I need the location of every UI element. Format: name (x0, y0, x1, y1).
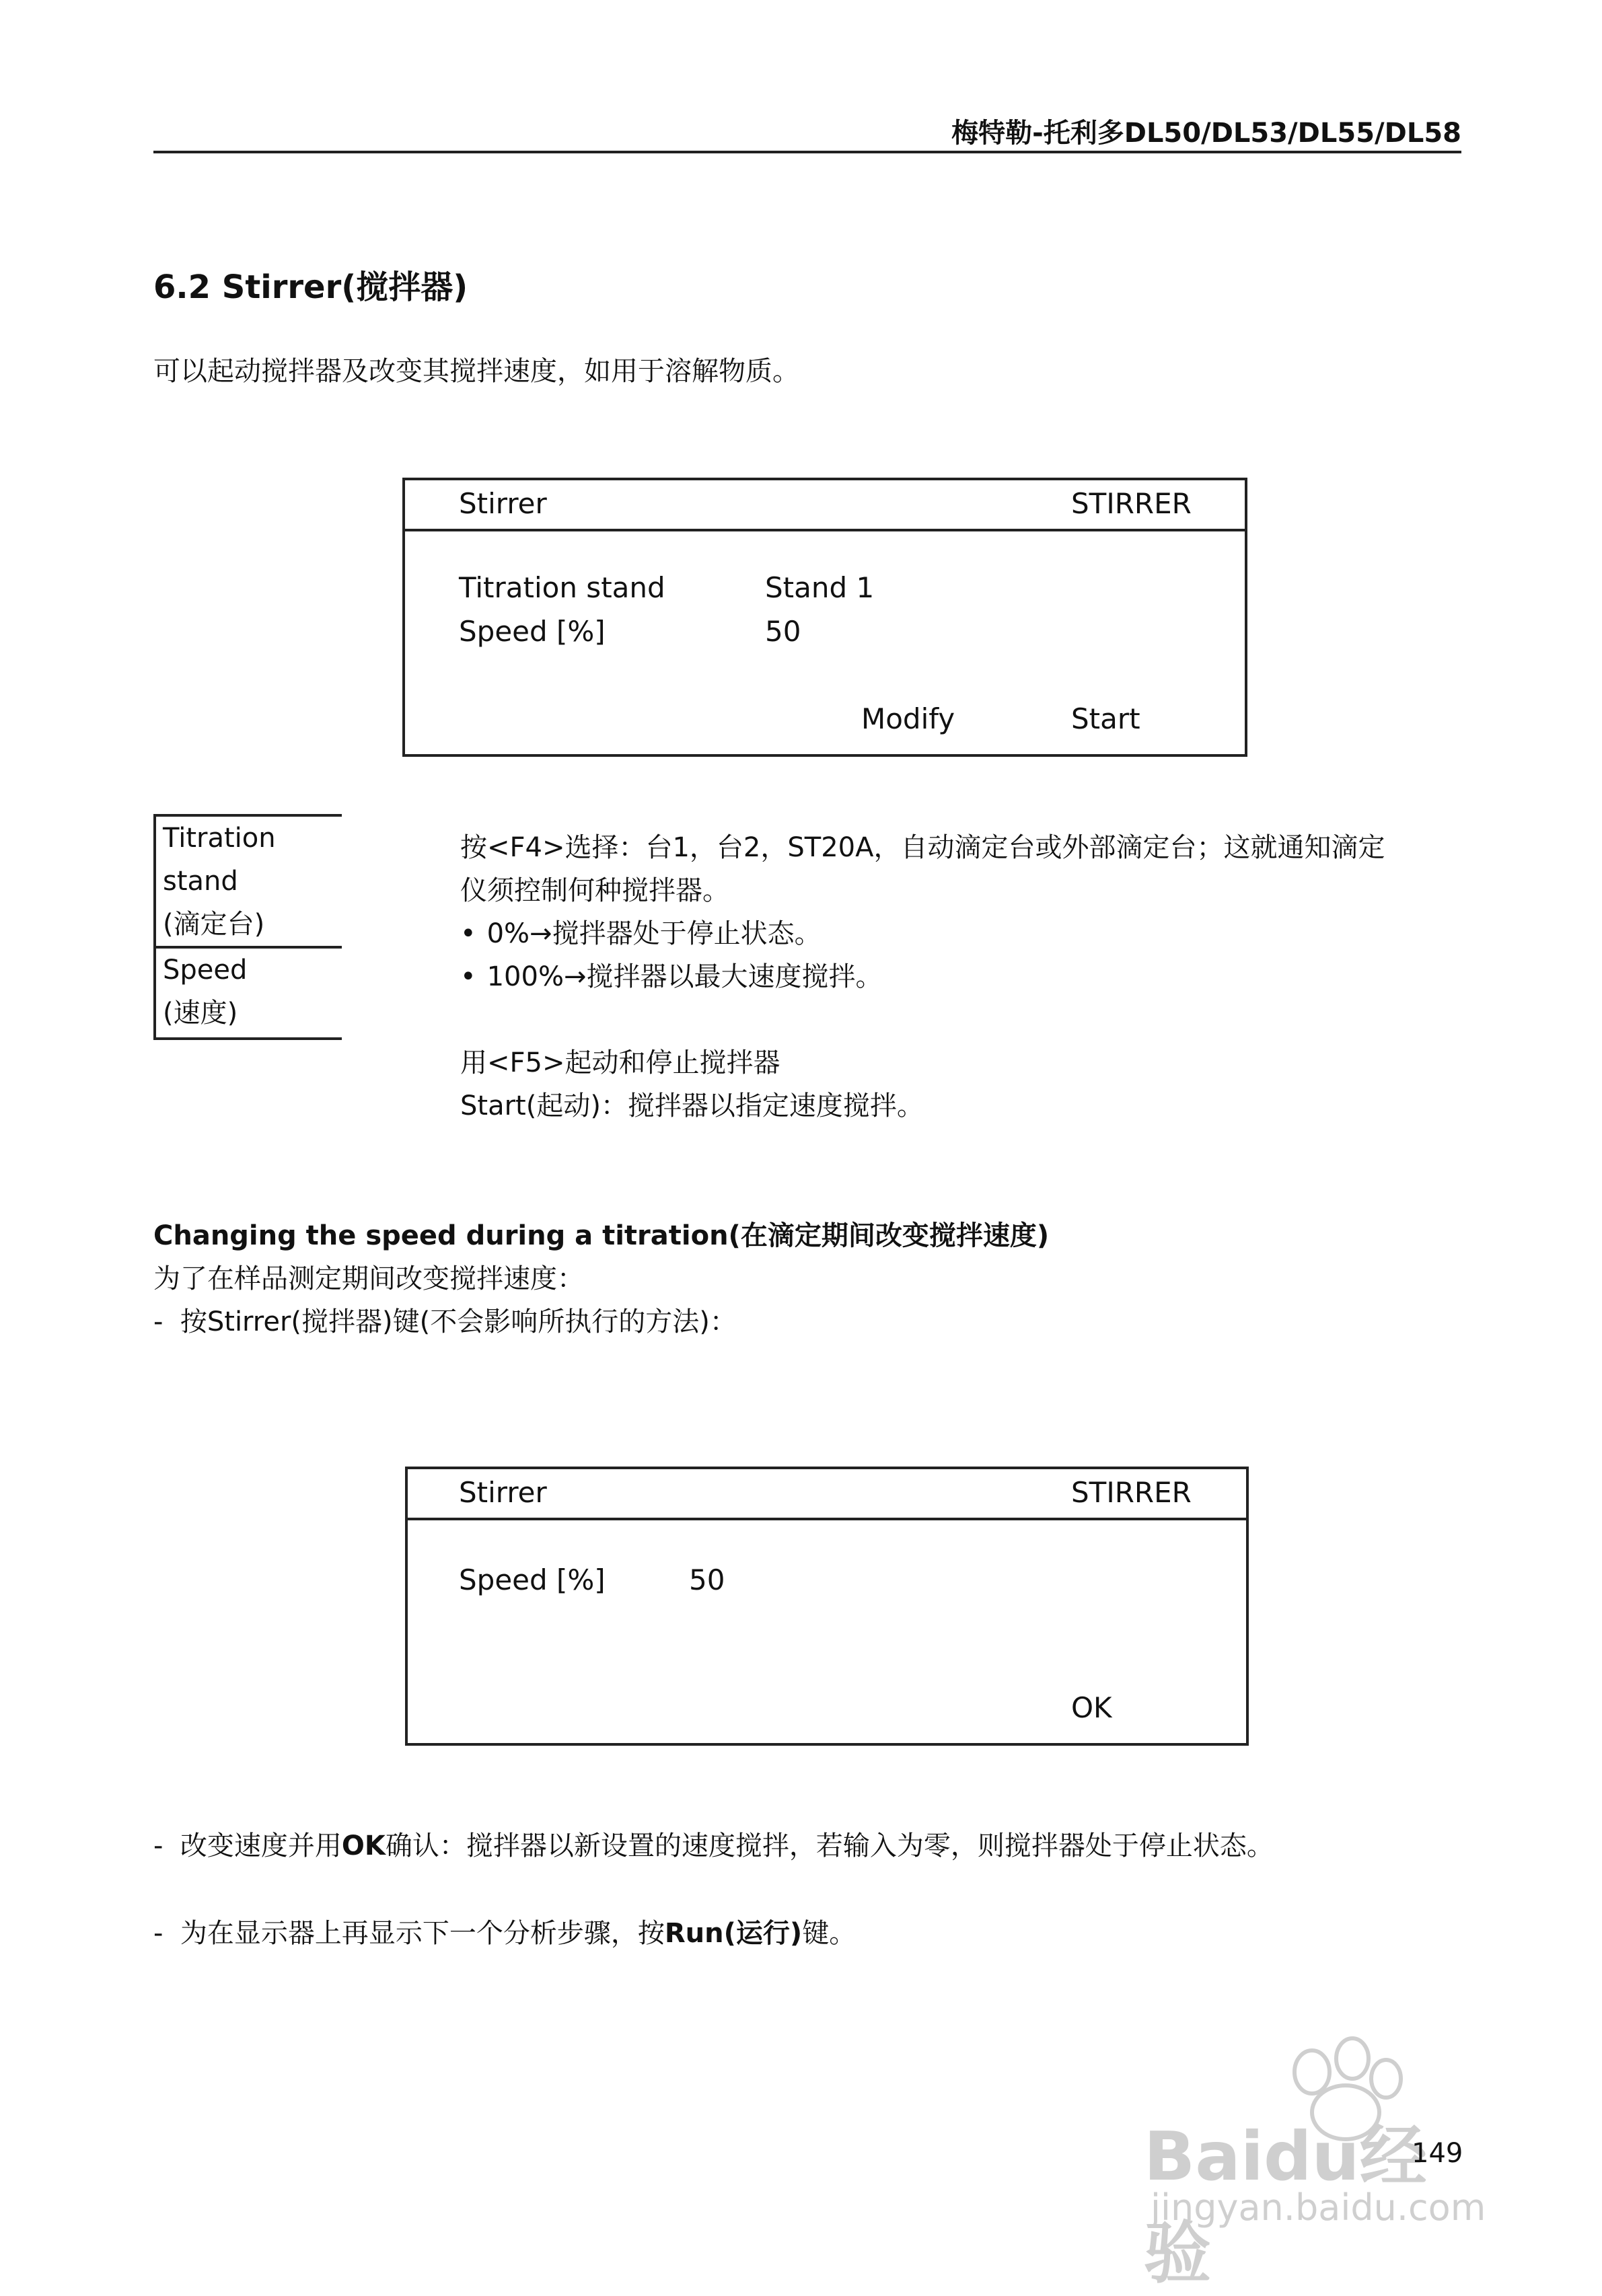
watermark-url: jingyan.baidu.com (1151, 2186, 1486, 2229)
parameter-description (460, 826, 1469, 1127)
bullet-item (460, 955, 1469, 998)
step-text: 按Stirrer(搅拌器)键(不会影响所执行的方法)： (180, 1306, 737, 1337)
stirrer-speed-screen (405, 1467, 1249, 1746)
section-title: 6.2 Stirrer(搅拌器) (153, 268, 468, 306)
stirrer-screen (402, 478, 1247, 757)
modify-softkey[interactable]: Modify (861, 702, 955, 735)
screen-mode-label: STIRRER (1071, 487, 1192, 520)
run-key-name: Run(运行) (664, 1918, 803, 1949)
running-header: 梅特勒-托利多DL50/DL53/DL55/DL58 (951, 118, 1461, 149)
bullet-text: 100%→搅拌器以最大速度搅拌。 (486, 961, 883, 992)
speed-value[interactable]: 50 (689, 1563, 725, 1596)
desc-line: 用<F5>起动和停止搅拌器 (460, 1047, 780, 1078)
subsection-title: Changing the speed during a titration(在滴定期间改变搅拌速度) (153, 1220, 1050, 1251)
bullet-text: 0%→搅拌器处于停止状态。 (486, 918, 822, 949)
param-label: Titration stand (163, 823, 276, 897)
dash-marker: - (153, 1918, 163, 1949)
bullet-icon: • (460, 918, 476, 949)
parameter-label-box (153, 814, 342, 1040)
desc-line: Start(起动)：搅拌器以指定速度搅拌。 (460, 1090, 924, 1121)
titration-stand-label: Titration stand (459, 571, 665, 604)
titration-stand-value[interactable]: Stand 1 (765, 571, 875, 604)
ok-key-name: OK (341, 1830, 386, 1861)
screen-mode-label: STIRRER (1071, 1476, 1192, 1509)
param-label-translation: (速度) (163, 998, 238, 1029)
param-label: Speed (163, 955, 248, 986)
subsection (153, 1214, 1049, 1343)
ok-softkey[interactable]: OK (1071, 1691, 1112, 1724)
note-run (153, 1912, 856, 1955)
subsection-step (153, 1300, 1049, 1343)
screen-title: Stirrer (459, 1476, 547, 1509)
bullet-icon: • (460, 961, 476, 992)
note-text: 为在显示器上再显示下一个分析步骤，按 (180, 1918, 665, 1949)
start-softkey[interactable]: Start (1071, 702, 1140, 735)
screen-title: Stirrer (459, 487, 547, 520)
desc-line: 仪须控制何种搅拌器。 (460, 875, 729, 906)
bullet-item (460, 912, 1469, 955)
note-text: 确认：搅拌器以新设置的速度搅拌，若输入为零，则搅拌器处于停止状态。 (385, 1830, 1274, 1861)
speed-label: Speed [%] (459, 615, 606, 648)
speed-label: Speed [%] (459, 1563, 606, 1596)
speed-value[interactable]: 50 (765, 615, 801, 648)
desc-line: 按<F4>选择：台1，台2，ST20A，自动滴定台或外部滴定台；这就通知滴定 (460, 832, 1385, 863)
subsection-line: 为了在样品测定期间改变搅拌速度： (153, 1263, 584, 1294)
screen-title-bar (405, 480, 1245, 531)
note-confirm (153, 1824, 1274, 1867)
param-label-translation: (滴定台) (163, 909, 265, 940)
screen-title-bar (408, 1469, 1246, 1520)
note-text: 键。 (802, 1918, 857, 1949)
dash-marker: - (153, 1830, 163, 1861)
param-speed (153, 946, 342, 1040)
intro-paragraph: 可以起动搅拌器及改变其搅拌速度，如用于溶解物质。 (153, 356, 799, 387)
header-rule (153, 151, 1461, 153)
param-titration-stand (153, 817, 342, 946)
page-number: 149 (1412, 2138, 1463, 2169)
baidu-watermark (1144, 2032, 1486, 2293)
watermark-brand: Baidu经验 (1144, 2117, 1427, 2293)
dash-marker: - (153, 1306, 163, 1337)
note-text: 改变速度并用 (180, 1830, 342, 1861)
